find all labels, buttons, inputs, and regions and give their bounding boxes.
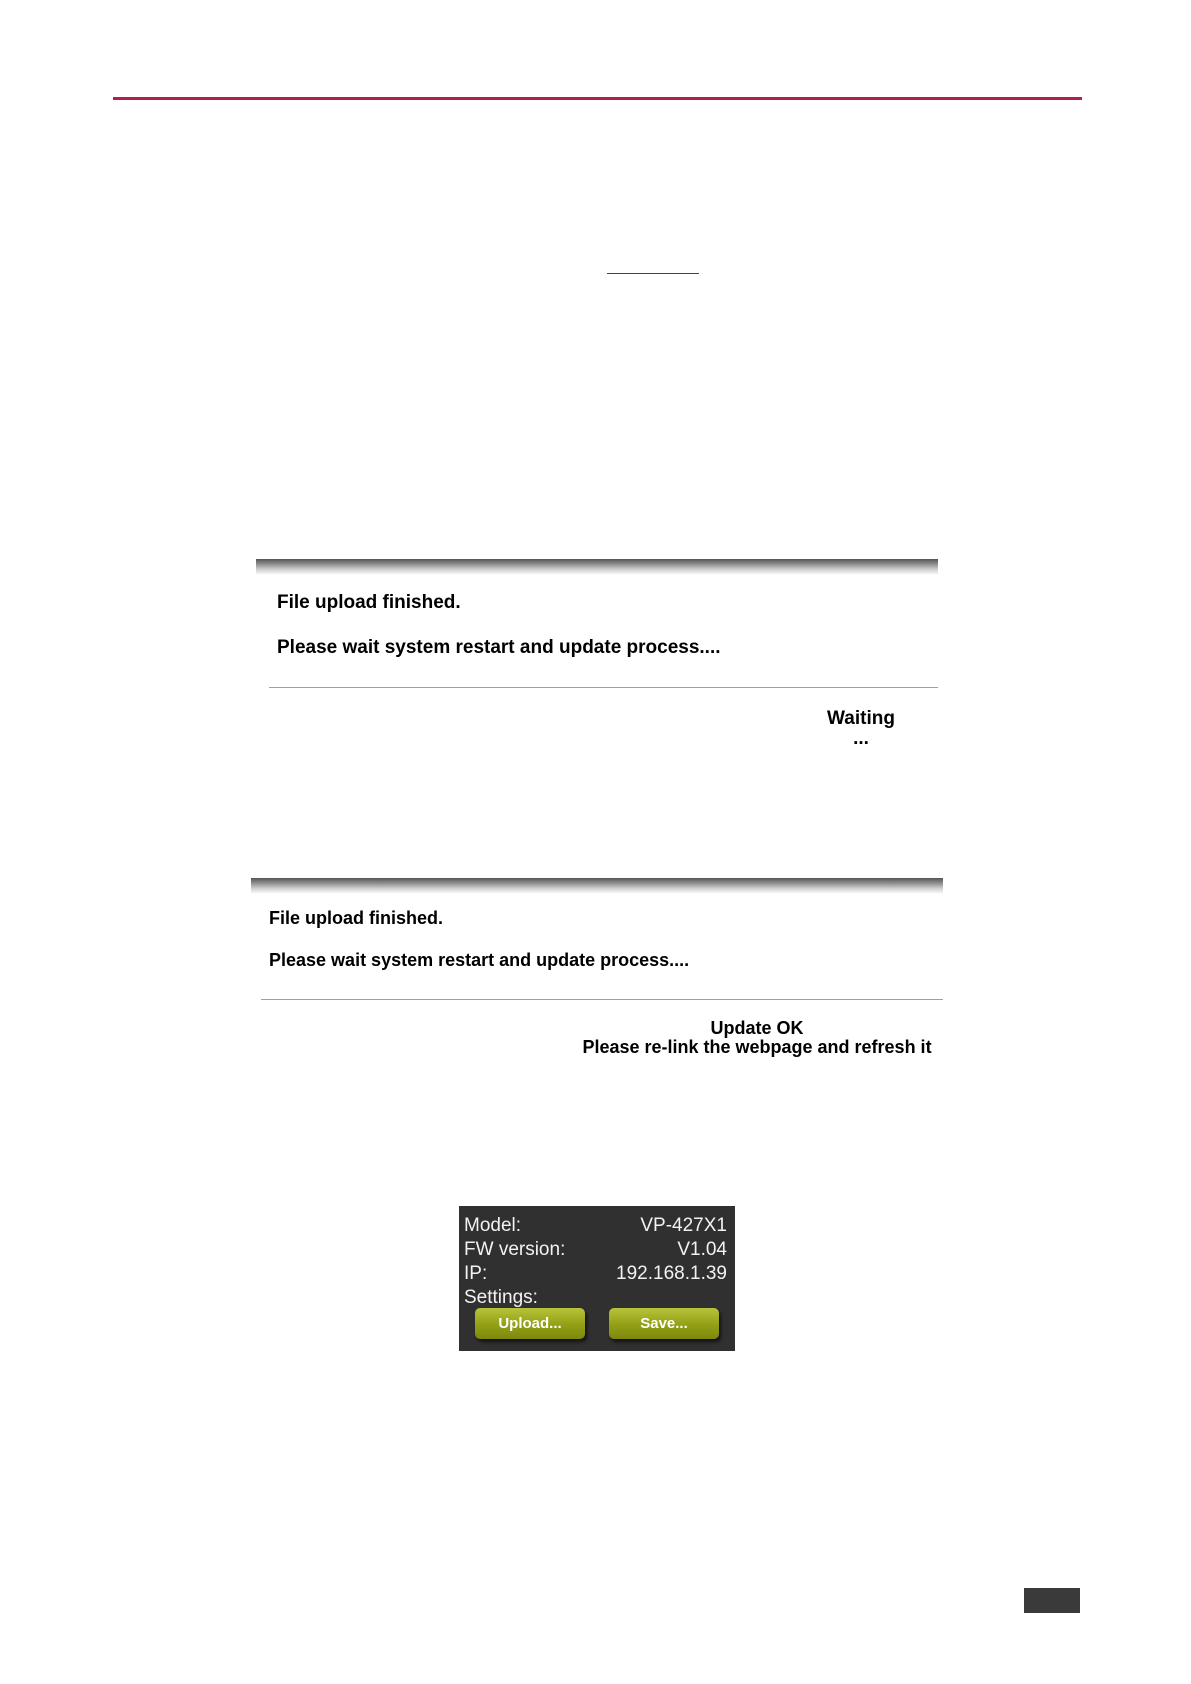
settings-label: Settings: <box>464 1287 538 1308</box>
upload-finished-message: File upload finished. <box>269 908 444 928</box>
model-label: Model: <box>464 1215 522 1236</box>
upload-finished-message: File upload finished. <box>277 592 461 613</box>
fw-version-value: V1.04 <box>677 1239 727 1260</box>
waiting-status-text: Waiting <box>827 708 895 729</box>
device-info-panel <box>459 1206 735 1351</box>
dialog-top-shadow <box>251 878 943 894</box>
page-number-tab <box>1024 1588 1080 1613</box>
update-ok-status <box>581 1019 933 1057</box>
upload-waiting-dialog <box>256 559 938 759</box>
upload-complete-dialog <box>251 878 943 1068</box>
model-row <box>464 1214 727 1238</box>
ip-row <box>464 1262 727 1286</box>
fw-version-row <box>464 1238 727 1262</box>
please-wait-message: Please wait system restart and update process.... <box>277 637 721 658</box>
dialog-divider <box>261 999 943 1000</box>
hyperlink-underline[interactable] <box>607 273 699 274</box>
upload-button[interactable]: Upload... <box>475 1308 585 1339</box>
fw-version-label: FW version: <box>464 1239 566 1260</box>
relink-instruction: Please re-link the webpage and refresh it <box>582 1037 932 1057</box>
dialog-top-shadow <box>256 559 938 575</box>
update-ok-text: Update OK <box>710 1018 804 1038</box>
save-button[interactable]: Save... <box>609 1308 719 1339</box>
model-value: VP-427X1 <box>640 1215 727 1236</box>
settings-row <box>464 1286 727 1310</box>
please-wait-message: Please wait system restart and update process.... <box>269 950 690 970</box>
waiting-status-dots: ... <box>853 728 869 749</box>
ip-value: 192.168.1.39 <box>616 1263 727 1284</box>
dialog-divider <box>269 687 938 688</box>
header-rule <box>113 97 1082 100</box>
ip-label: IP: <box>464 1263 488 1284</box>
waiting-status <box>816 709 906 749</box>
